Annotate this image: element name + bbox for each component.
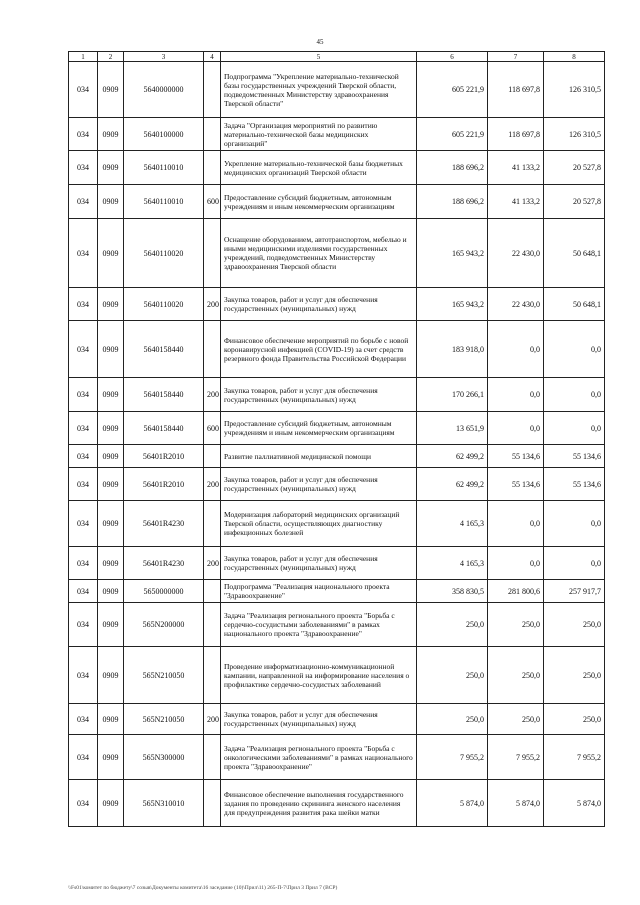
expense-type-cell [204, 219, 221, 288]
table-row [69, 735, 605, 780]
table-row [69, 501, 605, 547]
description-cell: Предоставление субсидий бюджетным, автономным учреждениям и иным некоммерческим организациям [221, 412, 417, 445]
amount-year3-cell: 7 955,2 [544, 735, 605, 780]
table-row [69, 445, 605, 468]
section-code-cell: 0909 [98, 501, 124, 547]
amount-year1-cell: 62 499,2 [417, 468, 488, 501]
target-article-cell: 5640110020 [124, 288, 204, 321]
amount-year1-cell: 165 943,2 [417, 219, 488, 288]
expense-type-cell [204, 118, 221, 151]
target-article-cell: 565N210050 [124, 647, 204, 704]
description-cell: Укрепление материально-технической базы бюджетных медицинских организаций Тверской области [221, 151, 417, 185]
section-code-cell: 0909 [98, 647, 124, 704]
description-cell: Финансовое обеспечение мероприятий по борьбе с новой коронавирусной инфекцией (COVID-19) за счет средств резервного фонда Правительства Российской Федерации [221, 321, 417, 378]
admin-code-cell: 034 [69, 647, 98, 704]
table-row [69, 468, 605, 501]
expense-type-cell [204, 603, 221, 647]
amount-year1-cell: 183 918,0 [417, 321, 488, 378]
amount-year3-cell: 50 648,1 [544, 219, 605, 288]
target-article-cell: 5640110010 [124, 185, 204, 219]
amount-year3-cell: 20 527,8 [544, 185, 605, 219]
admin-code-cell: 034 [69, 185, 98, 219]
expense-type-cell [204, 321, 221, 378]
amount-year2-cell: 22 430,0 [488, 288, 544, 321]
amount-year3-cell: 20 527,8 [544, 151, 605, 185]
amount-year2-cell: 5 874,0 [488, 780, 544, 827]
section-code-cell: 0909 [98, 580, 124, 603]
target-article-cell: 5640000000 [124, 62, 204, 118]
section-code-cell: 0909 [98, 378, 124, 412]
amount-year3-cell: 0,0 [544, 501, 605, 547]
description-cell: Закупка товаров, работ и услуг для обеспечения государственных (муниципальных) нужд [221, 704, 417, 735]
amount-year3-cell: 0,0 [544, 378, 605, 412]
description-cell: Закупка товаров, работ и услуг для обеспечения государственных (муниципальных) нужд [221, 378, 417, 412]
table-row [69, 647, 605, 704]
target-article-cell: 56401R4230 [124, 501, 204, 547]
expense-type-cell: 200 [204, 704, 221, 735]
amount-year2-cell: 41 133,2 [488, 185, 544, 219]
section-code-cell: 0909 [98, 704, 124, 735]
admin-code-cell: 034 [69, 704, 98, 735]
expense-type-cell: 200 [204, 288, 221, 321]
header-cell: 7 [488, 52, 544, 62]
amount-year3-cell: 0,0 [544, 412, 605, 445]
expense-type-cell [204, 780, 221, 827]
expense-type-cell [204, 151, 221, 185]
section-code-cell: 0909 [98, 118, 124, 151]
table-row [69, 288, 605, 321]
amount-year3-cell: 55 134,6 [544, 468, 605, 501]
description-cell: Задача "Организация мероприятий по развитию материально-технической базы медицинских организаций" [221, 118, 417, 151]
target-article-cell: 565N310010 [124, 780, 204, 827]
header-cell: 8 [544, 52, 605, 62]
expense-type-cell: 200 [204, 547, 221, 580]
target-article-cell: 56401R2010 [124, 468, 204, 501]
amount-year1-cell: 250,0 [417, 647, 488, 704]
amount-year2-cell: 0,0 [488, 547, 544, 580]
amount-year1-cell: 5 874,0 [417, 780, 488, 827]
description-cell: Модернизация лабораторий медицинских организаций Тверской области, осуществляющих диагностику инфекционных болезней [221, 501, 417, 547]
amount-year2-cell: 250,0 [488, 603, 544, 647]
table-row [69, 704, 605, 735]
target-article-cell: 5640110010 [124, 151, 204, 185]
amount-year3-cell: 55 134,6 [544, 445, 605, 468]
amount-year1-cell: 165 943,2 [417, 288, 488, 321]
section-code-cell: 0909 [98, 288, 124, 321]
description-cell: Закупка товаров, работ и услуг для обеспечения государственных (муниципальных) нужд [221, 468, 417, 501]
table-row [69, 62, 605, 118]
section-code-cell: 0909 [98, 185, 124, 219]
expense-type-cell: 600 [204, 412, 221, 445]
header-cell: 2 [98, 52, 124, 62]
amount-year2-cell: 0,0 [488, 321, 544, 378]
amount-year2-cell: 118 697,8 [488, 118, 544, 151]
amount-year1-cell: 188 696,2 [417, 185, 488, 219]
description-cell: Проведение информатизационно-коммуникационной кампании, направленной на информирование населения о профилактике сердечно-сосудистых заболеваний [221, 647, 417, 704]
target-article-cell: 5640110020 [124, 219, 204, 288]
amount-year2-cell: 250,0 [488, 704, 544, 735]
admin-code-cell: 034 [69, 580, 98, 603]
description-cell: Предоставление субсидий бюджетным, автономным учреждениям и иным некоммерческим организациям [221, 185, 417, 219]
amount-year1-cell: 13 651,9 [417, 412, 488, 445]
amount-year2-cell: 22 430,0 [488, 219, 544, 288]
header-cell: 6 [417, 52, 488, 62]
expense-type-cell [204, 501, 221, 547]
amount-year1-cell: 358 830,5 [417, 580, 488, 603]
target-article-cell: 5650000000 [124, 580, 204, 603]
admin-code-cell: 034 [69, 62, 98, 118]
amount-year3-cell: 0,0 [544, 321, 605, 378]
section-code-cell: 0909 [98, 735, 124, 780]
target-article-cell: 56401R4230 [124, 547, 204, 580]
amount-year1-cell: 7 955,2 [417, 735, 488, 780]
admin-code-cell: 034 [69, 445, 98, 468]
description-cell: Финансовое обеспечение выполнения государственного задания по проведению скрининга женского населения для предупреждения развития рака шейки матки [221, 780, 417, 827]
expense-type-cell [204, 62, 221, 118]
amount-year3-cell: 5 874,0 [544, 780, 605, 827]
table-row [69, 185, 605, 219]
expense-type-cell: 200 [204, 468, 221, 501]
header-cell: 1 [69, 52, 98, 62]
amount-year1-cell: 605 221,9 [417, 118, 488, 151]
amount-year1-cell: 188 696,2 [417, 151, 488, 185]
amount-year1-cell: 4 165,3 [417, 501, 488, 547]
section-code-cell: 0909 [98, 445, 124, 468]
admin-code-cell: 034 [69, 412, 98, 445]
amount-year3-cell: 126 310,5 [544, 118, 605, 151]
amount-year1-cell: 62 499,2 [417, 445, 488, 468]
admin-code-cell: 034 [69, 118, 98, 151]
section-code-cell: 0909 [98, 62, 124, 118]
amount-year2-cell: 7 955,2 [488, 735, 544, 780]
amount-year3-cell: 50 648,1 [544, 288, 605, 321]
amount-year1-cell: 250,0 [417, 603, 488, 647]
table-row [69, 580, 605, 603]
admin-code-cell: 034 [69, 735, 98, 780]
admin-code-cell: 034 [69, 288, 98, 321]
section-code-cell: 0909 [98, 321, 124, 378]
table-row [69, 603, 605, 647]
amount-year3-cell: 250,0 [544, 647, 605, 704]
amount-year2-cell: 0,0 [488, 412, 544, 445]
description-cell: Подпрограмма "Реализация национального проекта "Здравоохранение" [221, 580, 417, 603]
table-row [69, 780, 605, 827]
header-cell: 5 [221, 52, 417, 62]
amount-year1-cell: 250,0 [417, 704, 488, 735]
admin-code-cell: 034 [69, 501, 98, 547]
table-row [69, 151, 605, 185]
amount-year3-cell: 250,0 [544, 603, 605, 647]
table-row [69, 378, 605, 412]
amount-year3-cell: 0,0 [544, 547, 605, 580]
footer-file-path: \\Fs01\комитет по бюджету\7 созыв\Документы комитета\16 заседание (10)\Прил\11) 265-П-7\Прил 3 Прил 7 (ВСР) [68, 885, 338, 891]
header-cell: 4 [204, 52, 221, 62]
target-article-cell: 5640158440 [124, 321, 204, 378]
admin-code-cell: 034 [69, 603, 98, 647]
expense-type-cell: 200 [204, 378, 221, 412]
section-code-cell: 0909 [98, 219, 124, 288]
section-code-cell: 0909 [98, 547, 124, 580]
expense-type-cell [204, 445, 221, 468]
amount-year2-cell: 41 133,2 [488, 151, 544, 185]
amount-year1-cell: 605 221,9 [417, 62, 488, 118]
budget-table [68, 51, 605, 827]
admin-code-cell: 034 [69, 378, 98, 412]
section-code-cell: 0909 [98, 151, 124, 185]
amount-year1-cell: 170 266,1 [417, 378, 488, 412]
expense-type-cell: 600 [204, 185, 221, 219]
amount-year2-cell: 55 134,6 [488, 445, 544, 468]
description-cell: Задача "Реализация регионального проекта "Борьба с онкологическими заболеваниями" в рамках национального проекта "Здравоохранение" [221, 735, 417, 780]
amount-year3-cell: 126 310,5 [544, 62, 605, 118]
admin-code-cell: 034 [69, 547, 98, 580]
expense-type-cell [204, 580, 221, 603]
target-article-cell: 565N300000 [124, 735, 204, 780]
target-article-cell: 56401R2010 [124, 445, 204, 468]
target-article-cell: 5640158440 [124, 412, 204, 445]
target-article-cell: 5640100000 [124, 118, 204, 151]
header-row [69, 52, 605, 62]
description-cell: Задача "Реализация регионального проекта "Борьба с сердечно-сосудистыми заболеваниями" в рамках национального проекта "Здравоохранение" [221, 603, 417, 647]
table-body [69, 62, 605, 827]
section-code-cell: 0909 [98, 412, 124, 445]
admin-code-cell: 034 [69, 780, 98, 827]
amount-year2-cell: 281 800,6 [488, 580, 544, 603]
section-code-cell: 0909 [98, 468, 124, 501]
admin-code-cell: 034 [69, 151, 98, 185]
section-code-cell: 0909 [98, 780, 124, 827]
amount-year3-cell: 257 917,7 [544, 580, 605, 603]
admin-code-cell: 034 [69, 468, 98, 501]
page-number: 45 [316, 38, 324, 46]
amount-year3-cell: 250,0 [544, 704, 605, 735]
table-row [69, 547, 605, 580]
amount-year1-cell: 4 165,3 [417, 547, 488, 580]
description-cell: Развитие паллиативной медицинской помощи [221, 445, 417, 468]
description-cell: Закупка товаров, работ и услуг для обеспечения государственных (муниципальных) нужд [221, 288, 417, 321]
table-row [69, 118, 605, 151]
amount-year2-cell: 118 697,8 [488, 62, 544, 118]
amount-year2-cell: 55 134,6 [488, 468, 544, 501]
admin-code-cell: 034 [69, 321, 98, 378]
description-cell: Подпрограмма "Укрепление материально-технической базы государственных учреждений Тверской области, подведомственных Министерству здравоохранения Тверской области" [221, 62, 417, 118]
table-row [69, 321, 605, 378]
section-code-cell: 0909 [98, 603, 124, 647]
table-row [69, 412, 605, 445]
description-cell: Закупка товаров, работ и услуг для обеспечения государственных (муниципальных) нужд [221, 547, 417, 580]
expense-type-cell [204, 647, 221, 704]
target-article-cell: 565N200000 [124, 603, 204, 647]
amount-year2-cell: 0,0 [488, 378, 544, 412]
amount-year2-cell: 250,0 [488, 647, 544, 704]
description-cell: Оснащение оборудованием, автотранспортом, мебелью и иными медицинскими изделиями государственных учреждений, подведомственных Министерству здравоохранения Тверской области [221, 219, 417, 288]
target-article-cell: 565N210050 [124, 704, 204, 735]
expense-type-cell [204, 735, 221, 780]
table-row [69, 219, 605, 288]
header-cell: 3 [124, 52, 204, 62]
target-article-cell: 5640158440 [124, 378, 204, 412]
admin-code-cell: 034 [69, 219, 98, 288]
amount-year2-cell: 0,0 [488, 501, 544, 547]
